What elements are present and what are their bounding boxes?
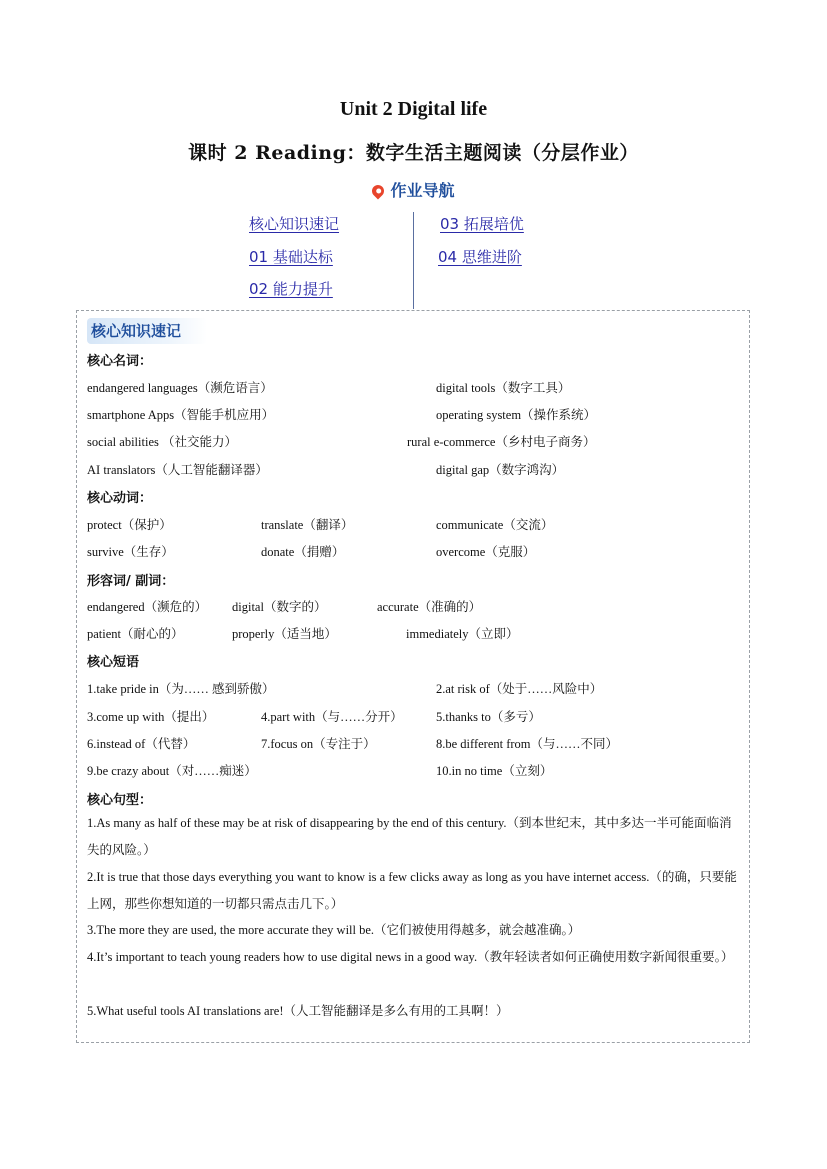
verb-item: communicate（交流） <box>436 518 554 532</box>
adjective-item: digital（数字的） <box>232 600 327 614</box>
nav-link-core-knowledge[interactable]: 核心知识速记 <box>249 215 340 233</box>
sentence-item: 5.What useful tools AI translations are!（人工智能翻译是多么有用的工具啊！） <box>87 1004 509 1018</box>
verbs-heading: 核心动词： <box>87 491 153 506</box>
noun-item: smartphone Apps（智能手机应用） <box>87 408 275 422</box>
nav-link-ability[interactable]: 02 能力提升 <box>249 280 333 298</box>
section-header: 核心知识速记 <box>87 318 207 344</box>
nouns-heading: 核心名词： <box>87 354 153 369</box>
phrase-item: 3.come up with（提出） <box>87 710 215 724</box>
phrase-item: 10.in no time（立刻） <box>436 764 553 778</box>
noun-item: digital tools（数字工具） <box>436 381 571 395</box>
noun-item: digital gap（数字鸿沟） <box>436 463 565 477</box>
nav-link-thinking[interactable]: 04 思维进阶 <box>438 248 522 266</box>
homework-nav-label: 作业导航 <box>390 181 455 200</box>
phrase-item: 6.instead of（代替） <box>87 737 196 751</box>
nav-link-extension[interactable]: 03 拓展培优 <box>440 215 524 233</box>
sentence-item: 4.It’s important to teach young readers how to use digital news in a good way.（教年轻读者如何正确使用数字新闻很重要。） <box>87 950 734 964</box>
phrase-item: 8.be different from（与……不同） <box>436 737 619 751</box>
noun-item: endangered languages（濒危语言） <box>87 381 273 395</box>
document-title: Unit 2 Digital life <box>339 98 488 120</box>
adjective-item: immediately（立即） <box>406 627 519 641</box>
adjective-item: properly（适当地） <box>232 627 337 641</box>
phrase-item: 9.be crazy about（对……痴迷） <box>87 764 257 778</box>
noun-item: social abilities （社交能力） <box>87 435 237 449</box>
sentences-heading: 核心句型： <box>87 793 153 808</box>
sentence-item: 2.It is true that those days everything you want to know is a few clicks away as long as you have internet access.（的确，只要能上网，那些你想知道的一切都只需点击几下。） <box>87 870 737 911</box>
sentence-item: 3.The more they are used, the more accurate they will be.（它们被使用得越多，就会越准确。） <box>87 923 581 937</box>
adjective-item: accurate（准确的） <box>377 600 482 614</box>
phrase-item: 7.focus on（专注于） <box>261 737 376 751</box>
noun-item: rural e-commerce（乡村电子商务） <box>407 435 596 449</box>
homework-nav-title <box>0 178 827 201</box>
adjective-item: endangered（濒危的） <box>87 600 208 614</box>
document-subtitle: 课时 2 Reading：数字生活主题阅读（分层作业） <box>188 142 639 164</box>
verb-item: protect（保护） <box>87 518 172 532</box>
verb-item: translate（翻译） <box>261 518 354 532</box>
location-pin-icon <box>370 183 387 200</box>
verb-item: overcome（克服） <box>436 545 536 559</box>
phrase-item: 2.at risk of（处于……风险中） <box>436 682 603 696</box>
adjective-item: patient（耐心的） <box>87 627 184 641</box>
noun-item: AI translators（人工智能翻译器） <box>87 463 268 477</box>
phrase-item: 4.part with（与……分开） <box>261 710 403 724</box>
sentence-item: 1.As many as half of these may be at risk of disappearing by the end of this century.（到本世纪末，其中多达一半可能面临消失的风险。） <box>87 816 732 857</box>
verb-item: donate（捐赠） <box>261 545 345 559</box>
adjectives-heading: 形容词/ 副词： <box>87 574 175 589</box>
nav-link-basic[interactable]: 01 基础达标 <box>249 248 333 266</box>
phrases-heading: 核心短语 <box>87 655 140 670</box>
noun-item: operating system（操作系统） <box>436 408 597 422</box>
phrase-item: 5.thanks to（多亏） <box>436 710 541 724</box>
nav-divider <box>413 212 414 309</box>
phrase-item: 1.take pride in（为…… 感到骄傲） <box>87 682 275 696</box>
verb-item: survive（生存） <box>87 545 174 559</box>
